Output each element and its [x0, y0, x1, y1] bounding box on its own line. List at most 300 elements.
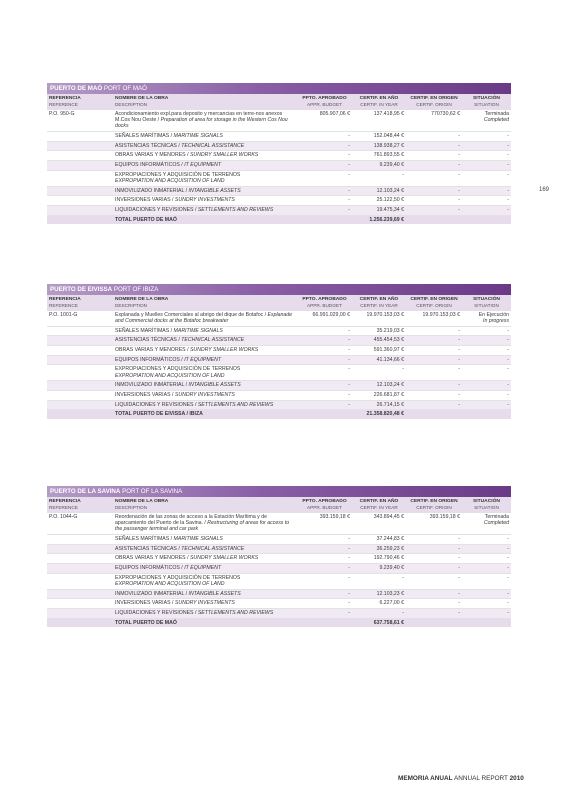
- column-header-origin: [406, 295, 462, 311]
- row-certified-year: 591.360,97 €: [352, 345, 406, 355]
- row-description: [113, 141, 297, 151]
- row-description-es: LIQUIDACIONES Y REVISIONES /: [115, 610, 198, 617]
- total-spacer: [462, 618, 511, 627]
- row-description-es: EXPROPIACIONES Y ADQUISICIÓN DE TERRENOS: [115, 574, 241, 581]
- row-description-en: INTANGIBLE ASSETS: [188, 187, 241, 194]
- row-certified-origin: -: [406, 326, 462, 336]
- row-certified-year: -: [352, 608, 406, 618]
- total-spacer: [47, 215, 113, 224]
- row-budget: -: [297, 554, 352, 564]
- row-description-en: MARITIME SIGNALS: [173, 327, 223, 334]
- section-title: [47, 486, 511, 497]
- row-budget: -: [297, 534, 352, 544]
- column-header-ref: [47, 295, 113, 311]
- row-situation: -: [462, 599, 511, 609]
- row-description-en: TECHNICAL ASSISTANCE: [181, 545, 245, 552]
- row-description-en: SUNDRY INVESTMENTS: [174, 392, 235, 399]
- row-reference: [47, 573, 113, 589]
- column-header-sublabel: SITUATION: [474, 302, 499, 308]
- row-certified-year: 36.259,23 €: [352, 544, 406, 554]
- row-budget: -: [297, 381, 352, 391]
- total-label: TOTAL PUERTO DE MAÓ: [113, 215, 297, 224]
- row-certified-origin: -: [406, 196, 462, 206]
- main-work-row: [47, 110, 511, 132]
- total-value: 1.256.239,69 €: [352, 215, 406, 224]
- row-description-es: ASISTENCIAS TÉCNICAS /: [115, 142, 182, 149]
- certified-in-year: 19.970.153,03 €: [352, 311, 406, 326]
- column-header-label: PPTO. APROBADO: [302, 498, 347, 504]
- row-certified-origin: -: [406, 599, 462, 609]
- row-certified-year: 761.893,55 €: [352, 151, 406, 161]
- total-label: TOTAL PUERTO DE EIVISSA / IBIZA: [113, 410, 297, 419]
- work-description: [113, 513, 297, 535]
- column-header-desc: [113, 94, 297, 110]
- row-reference: [47, 554, 113, 564]
- total-value: 21.358.820,48 €: [352, 410, 406, 419]
- page-number: 169: [539, 187, 550, 193]
- total-row: [47, 618, 511, 627]
- table-row: [47, 345, 511, 355]
- row-certified-year: 6.227,00 €: [352, 599, 406, 609]
- row-reference: [47, 400, 113, 410]
- row-description: [113, 336, 297, 346]
- column-header-sublabel: DESCRIPTION: [115, 302, 148, 308]
- table-row: [47, 400, 511, 410]
- row-reference: [47, 365, 113, 381]
- row-reference: [47, 170, 113, 186]
- row-reference: [47, 345, 113, 355]
- column-header-sublabel: APPR. BUDGET: [307, 101, 342, 107]
- table-row: [47, 390, 511, 400]
- row-description-es: EXPROPIACIONES Y ADQUISICIÓN DE TERRENOS: [115, 171, 241, 178]
- column-header-label: CERTIF. EN AÑO: [359, 498, 399, 504]
- row-reference: [47, 336, 113, 346]
- works-table: [47, 497, 511, 627]
- column-header-row: [47, 497, 511, 513]
- row-situation: -: [462, 336, 511, 346]
- row-certified-year: 12.103,23 €: [352, 589, 406, 599]
- approved-budget: 805.907,06 €: [297, 110, 352, 132]
- situation-es: Terminada: [484, 513, 509, 520]
- row-reference: [47, 589, 113, 599]
- row-budget: -: [297, 131, 352, 141]
- row-description-es: LIQUIDACIONES Y REVISIONES /: [115, 207, 198, 214]
- row-budget: -: [297, 151, 352, 161]
- table-row: [47, 151, 511, 161]
- row-situation: -: [462, 608, 511, 618]
- row-budget: -: [297, 390, 352, 400]
- column-header-label: PPTO. APROBADO: [302, 296, 347, 302]
- row-description-es: ASISTENCIAS TÉCNICAS /: [115, 337, 182, 344]
- section-title: [47, 83, 511, 94]
- row-description-es: LIQUIDACIONES Y REVISIONES /: [115, 401, 198, 408]
- row-situation: -: [462, 381, 511, 391]
- section-title-en: PORT OF LA SAVINA: [120, 488, 183, 495]
- row-description-en: TECHNICAL ASSISTANCE: [181, 337, 245, 344]
- row-budget: -: [297, 608, 352, 618]
- row-description: [113, 355, 297, 365]
- total-spacer: [297, 618, 352, 627]
- situation-es: Terminada: [484, 110, 509, 117]
- column-header-row: [47, 94, 511, 110]
- row-description-es: INVERSIONES VARIAS /: [115, 600, 175, 607]
- main-work-row: [47, 311, 511, 326]
- row-description-es: OBRAS VARIAS Y MENORES /: [115, 555, 190, 562]
- table-row: [47, 544, 511, 554]
- row-description: [113, 381, 297, 391]
- row-description: [113, 608, 297, 618]
- column-header-sublabel: CERTIF. IN YEAR: [360, 302, 398, 308]
- row-description-en: IT EQUIPMENT: [184, 356, 222, 363]
- column-header-label: CERTIF. EN ORIGEN: [410, 498, 458, 504]
- section-title-en: PORT OF IBIZA: [112, 286, 159, 293]
- table-row: [47, 336, 511, 346]
- table-row: [47, 326, 511, 336]
- work-description-en: Preparation of area for storage in the Western Cos Nou docks: [115, 117, 288, 130]
- row-description-es: OBRAS VARIAS Y MENORES /: [115, 152, 190, 159]
- row-certified-origin: -: [406, 400, 462, 410]
- column-header-label: SITUACIÓN: [473, 498, 500, 504]
- row-description-es: INVERSIONES VARIAS /: [115, 392, 175, 399]
- row-certified-origin: -: [406, 160, 462, 170]
- column-header-label: CERTIF. EN AÑO: [359, 95, 399, 101]
- column-header-year: [352, 295, 406, 311]
- column-header-sublabel: SITUATION: [474, 101, 499, 107]
- row-description-en: TECHNICAL ASSISTANCE: [181, 142, 245, 149]
- row-situation: -: [462, 573, 511, 589]
- situation-es: En Ejecución: [478, 311, 509, 318]
- table-row: [47, 554, 511, 564]
- work-situation: [462, 311, 511, 326]
- row-situation: -: [462, 205, 511, 215]
- work-description-es: Explanada y Muelles Comerciales al abrigo del dique de Botafoc /: [115, 311, 268, 318]
- work-description: [113, 311, 297, 326]
- row-description: [113, 151, 297, 161]
- row-budget: -: [297, 573, 352, 589]
- column-header-sublabel: CERTIF. ORIGIN: [416, 101, 452, 107]
- row-certified-origin: -: [406, 170, 462, 186]
- total-spacer: [47, 618, 113, 627]
- row-budget: -: [297, 365, 352, 381]
- row-reference: [47, 196, 113, 206]
- situation-en: In progress: [483, 318, 509, 325]
- table-row: [47, 170, 511, 186]
- column-header-label: REFERENCIA: [49, 498, 81, 504]
- table-row: [47, 186, 511, 196]
- table-row: [47, 365, 511, 381]
- work-reference: P.O. 950-G: [47, 110, 113, 132]
- total-label: TOTAL PUERTO DE MAÓ: [113, 618, 297, 627]
- row-certified-year: 9.239,40 €: [352, 563, 406, 573]
- row-reference: [47, 390, 113, 400]
- row-description-es: SEÑALES MARÍTIMAS /: [115, 133, 174, 140]
- row-budget: -: [297, 345, 352, 355]
- row-description: [113, 589, 297, 599]
- column-header-sit: [462, 94, 511, 110]
- row-reference: [47, 131, 113, 141]
- row-certified-origin: -: [406, 381, 462, 391]
- row-certified-year: 192.790,46 €: [352, 554, 406, 564]
- table-row: [47, 599, 511, 609]
- row-certified-origin: -: [406, 608, 462, 618]
- row-description-en: EXPROPIATION AND ACQUISITION OF LAND: [115, 372, 225, 379]
- works-table: [47, 295, 511, 419]
- footer-title: MEMORIA ANUAL: [398, 775, 453, 782]
- row-description: [113, 160, 297, 170]
- row-budget: -: [297, 205, 352, 215]
- row-description-es: INVERSIONES VARIAS /: [115, 197, 175, 204]
- table-row: [47, 381, 511, 391]
- footer-subtitle: ANNUAL REPORT: [452, 775, 510, 782]
- row-description: [113, 196, 297, 206]
- work-situation: [462, 110, 511, 132]
- row-certified-year: 9.239,40 €: [352, 160, 406, 170]
- table-row: [47, 608, 511, 618]
- work-reference: P.O. 1044-G: [47, 513, 113, 535]
- column-header-budget: [297, 497, 352, 513]
- column-header-label: NOMBRE DE LA OBRA: [115, 296, 169, 302]
- row-situation: -: [462, 563, 511, 573]
- row-situation: -: [462, 365, 511, 381]
- row-description-es: INMOVILIZADO INMATERIAL /: [115, 382, 189, 389]
- row-description-es: ASISTENCIAS TÉCNICAS /: [115, 545, 182, 552]
- row-description-en: INTANGIBLE ASSETS: [188, 382, 241, 389]
- total-row: [47, 215, 511, 224]
- row-description-en: SUNDRY INVESTMENTS: [174, 600, 235, 607]
- row-situation: -: [462, 151, 511, 161]
- row-situation: -: [462, 390, 511, 400]
- row-budget: -: [297, 336, 352, 346]
- table-row: [47, 205, 511, 215]
- row-certified-origin: -: [406, 141, 462, 151]
- column-header-label: CERTIF. EN AÑO: [359, 296, 399, 302]
- table-row: [47, 141, 511, 151]
- row-reference: [47, 151, 113, 161]
- column-header-year: [352, 94, 406, 110]
- row-description-es: INMOVILIZADO INMATERIAL /: [115, 590, 189, 597]
- work-description: [113, 110, 297, 132]
- total-row: [47, 410, 511, 419]
- section-title-es: PUERTO DE EIVISSA: [50, 286, 113, 293]
- row-certified-year: -: [352, 170, 406, 186]
- row-certified-year: 12.103,24 €: [352, 186, 406, 196]
- row-budget: -: [297, 160, 352, 170]
- row-description-en: IT EQUIPMENT: [184, 162, 222, 169]
- row-certified-origin: -: [406, 151, 462, 161]
- certified-origin: 19.970.153,03 €: [406, 311, 462, 326]
- row-description-en: SETTLEMENTS AND REVIEWS: [197, 401, 274, 408]
- row-reference: [47, 326, 113, 336]
- column-header-label: REFERENCIA: [49, 95, 81, 101]
- situation-en: Completed: [483, 117, 509, 124]
- row-budget: -: [297, 589, 352, 599]
- row-certified-origin: -: [406, 390, 462, 400]
- row-description: [113, 170, 297, 186]
- row-budget: -: [297, 563, 352, 573]
- column-header-label: SITUACIÓN: [473, 296, 500, 302]
- row-budget: -: [297, 355, 352, 365]
- row-reference: [47, 563, 113, 573]
- row-description-es: OBRAS VARIAS Y MENORES /: [115, 347, 190, 354]
- row-certified-origin: -: [406, 589, 462, 599]
- certified-origin: 770730,62 €: [406, 110, 462, 132]
- row-description: [113, 326, 297, 336]
- row-description-en: SUNDRY SMALLER WORKS: [189, 152, 259, 159]
- column-header-sublabel: SITUATION: [474, 504, 499, 510]
- row-reference: [47, 599, 113, 609]
- row-certified-origin: -: [406, 544, 462, 554]
- table-row: [47, 196, 511, 206]
- column-header-label: PPTO. APROBADO: [302, 95, 347, 101]
- row-description-en: SETTLEMENTS AND REVIEWS: [197, 207, 274, 214]
- table-row: [47, 589, 511, 599]
- row-certified-year: 25.122,50 €: [352, 196, 406, 206]
- row-certified-year: 35.219,03 €: [352, 326, 406, 336]
- row-reference: [47, 355, 113, 365]
- row-description-en: IT EQUIPMENT: [184, 565, 222, 572]
- column-header-sublabel: CERTIF. IN YEAR: [360, 504, 398, 510]
- row-description: [113, 554, 297, 564]
- row-certified-origin: -: [406, 534, 462, 544]
- row-situation: -: [462, 170, 511, 186]
- row-certified-year: 19.475,34 €: [352, 205, 406, 215]
- row-situation: -: [462, 196, 511, 206]
- row-certified-year: -: [352, 365, 406, 381]
- total-spacer: [47, 410, 113, 419]
- row-situation: -: [462, 554, 511, 564]
- column-header-sublabel: REFERENCE: [49, 101, 78, 107]
- row-description: [113, 563, 297, 573]
- row-description-en: INTANGIBLE ASSETS: [188, 590, 241, 597]
- work-description-en: Restructuring of areas for access to the passenger terminal and car park: [115, 520, 290, 533]
- column-header-sublabel: CERTIF. ORIGIN: [416, 504, 452, 510]
- column-header-ref: [47, 94, 113, 110]
- column-header-sit: [462, 295, 511, 311]
- row-description-en: SUNDRY SMALLER WORKS: [189, 347, 259, 354]
- work-situation: [462, 513, 511, 535]
- port-section: [47, 83, 511, 224]
- row-budget: -: [297, 599, 352, 609]
- row-certified-origin: -: [406, 355, 462, 365]
- table-row: [47, 160, 511, 170]
- row-situation: -: [462, 534, 511, 544]
- row-budget: -: [297, 186, 352, 196]
- approved-budget: 393.159,18 €: [297, 513, 352, 535]
- row-certified-origin: -: [406, 554, 462, 564]
- row-description-en: SUNDRY SMALLER WORKS: [189, 555, 259, 562]
- row-reference: [47, 205, 113, 215]
- row-certified-origin: -: [406, 365, 462, 381]
- footer: [398, 775, 524, 782]
- row-description: [113, 534, 297, 544]
- column-header-year: [352, 497, 406, 513]
- column-header-budget: [297, 295, 352, 311]
- column-header-sublabel: REFERENCE: [49, 302, 78, 308]
- row-description-en: EXPROPIATION AND ACQUISITION OF LAND: [115, 178, 225, 185]
- row-certified-year: 26.714,15 €: [352, 400, 406, 410]
- column-header-sublabel: REFERENCE: [49, 504, 78, 510]
- row-description: [113, 365, 297, 381]
- certified-in-year: 137.418,95 €: [352, 110, 406, 132]
- row-budget: -: [297, 544, 352, 554]
- work-description-en: Esplanade and Commercial docks at the Botafoc breakwater: [115, 311, 293, 325]
- row-budget: -: [297, 196, 352, 206]
- column-header-sublabel: CERTIF. IN YEAR: [360, 101, 398, 107]
- row-description-es: EQUIPOS INFORMÁTICOS /: [115, 162, 185, 169]
- certified-in-year: 343.894,45 €: [352, 513, 406, 535]
- row-situation: -: [462, 345, 511, 355]
- row-description: [113, 205, 297, 215]
- table-row: [47, 355, 511, 365]
- section-title-es: PUERTO DE MAÓ: [50, 85, 103, 92]
- row-description-en: SUNDRY INVESTMENTS: [174, 197, 235, 204]
- row-reference: [47, 381, 113, 391]
- column-header-label: NOMBRE DE LA OBRA: [115, 95, 169, 101]
- total-spacer: [462, 410, 511, 419]
- certified-origin: 393.159,18 €: [406, 513, 462, 535]
- work-reference: P.O. 1001-G: [47, 311, 113, 326]
- table-row: [47, 131, 511, 141]
- row-description: [113, 390, 297, 400]
- section-title-en: PORT OF MAÓ: [102, 85, 147, 92]
- column-header-desc: [113, 497, 297, 513]
- work-description-es: Acondicionamiento expl.para deposito y mercancias en terre-nos anexos M.Cos Nou Oeste /: [115, 110, 283, 124]
- row-situation: -: [462, 160, 511, 170]
- row-situation: -: [462, 544, 511, 554]
- row-description-en: EXPROPIATION AND ACQUISITION OF LAND: [115, 581, 225, 588]
- row-certified-origin: -: [406, 345, 462, 355]
- column-header-row: [47, 295, 511, 311]
- row-description: [113, 400, 297, 410]
- section-title-es: PUERTO DE LA SAVINA: [50, 488, 121, 495]
- row-certified-origin: -: [406, 186, 462, 196]
- row-situation: -: [462, 141, 511, 151]
- column-header-label: CERTIF. EN ORIGEN: [410, 95, 458, 101]
- section-title: [47, 284, 511, 295]
- row-description-en: MARITIME SIGNALS: [173, 133, 223, 140]
- row-reference: [47, 160, 113, 170]
- column-header-label: REFERENCIA: [49, 296, 81, 302]
- row-budget: -: [297, 400, 352, 410]
- row-description-es: EQUIPOS INFORMÁTICOS /: [115, 356, 185, 363]
- work-description-es: Reordenación de las zonas de acceso a la Estación Marítima y de aparcamiento del Puerto de la Savina. /: [115, 513, 267, 527]
- row-certified-year: 152.048,44 €: [352, 131, 406, 141]
- row-certified-year: 37.244,83 €: [352, 534, 406, 544]
- row-certified-year: 138.938,27 €: [352, 141, 406, 151]
- row-description-es: EQUIPOS INFORMÁTICOS /: [115, 565, 185, 572]
- column-header-sublabel: APPR. BUDGET: [307, 302, 342, 308]
- total-spacer: [297, 215, 352, 224]
- row-certified-year: 226.681,87 €: [352, 390, 406, 400]
- row-description: [113, 131, 297, 141]
- row-description: [113, 186, 297, 196]
- column-header-sublabel: CERTIF. ORIGIN: [416, 302, 452, 308]
- column-header-label: CERTIF. EN ORIGEN: [410, 296, 458, 302]
- row-certified-year: 455.454,53 €: [352, 336, 406, 346]
- column-header-desc: [113, 295, 297, 311]
- port-section: [47, 284, 511, 419]
- row-certified-origin: -: [406, 131, 462, 141]
- row-description-en: MARITIME SIGNALS: [173, 536, 223, 543]
- table-row: [47, 534, 511, 544]
- column-header-sublabel: APPR. BUDGET: [307, 504, 342, 510]
- row-description-es: INMOVILIZADO INMATERIAL /: [115, 187, 189, 194]
- row-description: [113, 544, 297, 554]
- situation-en: Completed: [483, 520, 509, 527]
- table-row: [47, 573, 511, 589]
- main-work-row: [47, 513, 511, 535]
- row-description: [113, 599, 297, 609]
